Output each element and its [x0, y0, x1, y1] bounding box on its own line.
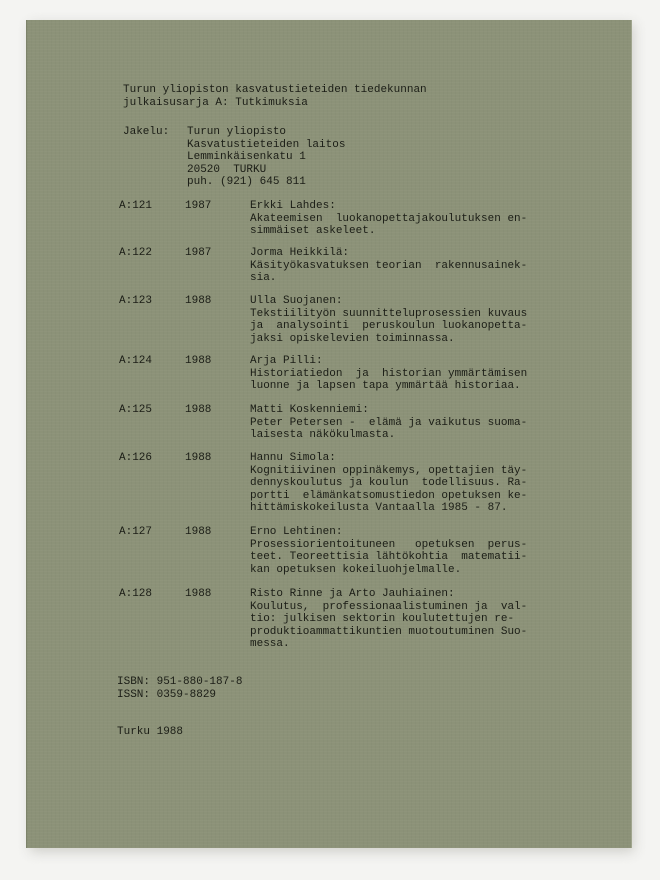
- publication-title-line: jaksi opiskelevien toiminnassa.: [250, 332, 455, 345]
- publication-text: [250, 526, 566, 576]
- publication-title-line: Historiatiedon ja historian ymmärtämisen: [250, 367, 528, 380]
- isbn-number: ISBN: 951-880-187-8: [117, 676, 243, 688]
- publication-title-line: simmäiset askeleet.: [250, 225, 376, 237]
- publication-title-line: Koulutus, professionaalistuminen ja val-: [250, 600, 528, 613]
- publication-year: 1987: [185, 247, 212, 259]
- address-line: Lemminkäisenkatu 1: [187, 151, 306, 163]
- series-header-line-1: Turun yliopiston kasvatustieteiden tiedekunnan: [123, 84, 427, 96]
- distribution-address: [187, 126, 447, 189]
- publication-title-line: laisesta näkökulmasta.: [250, 429, 396, 441]
- publication-title-line: produktioammattikuntien muotoutuminen Suo-: [250, 625, 528, 638]
- publication-year: 1988: [185, 526, 212, 538]
- publication-title-line: messa.: [250, 638, 290, 650]
- publication-title-line: Käsityökasvatuksen teorian rakennusainek-: [250, 259, 528, 272]
- address-line: 20520 TURKU: [187, 163, 267, 176]
- publication-title-line: Tekstiilityön suunnitteluprosessien kuvaus: [250, 307, 528, 320]
- distribution-label: Jakelu:: [123, 126, 170, 138]
- publication-id: A:127: [119, 526, 153, 538]
- identifiers-block: [117, 676, 242, 701]
- publication-title-line: sia.: [250, 272, 277, 284]
- publication-title-line: kan opetuksen kokeiluohjelmalle.: [250, 563, 462, 576]
- publication-id: A:124: [119, 355, 153, 367]
- publication-text: [250, 295, 566, 345]
- publication-title-line: Prosessiorientoituneen opetuksen perus-: [250, 538, 528, 551]
- publication-title-line: hittämiskokeilusta Vantaalla 1985 - 87.: [250, 502, 508, 514]
- series-header-line-2: julkaisusarja A: Tutkimuksia: [123, 96, 308, 109]
- publication-author: Hannu Simola:: [250, 452, 336, 464]
- back-cover: [26, 20, 632, 848]
- publication-author: Ulla Suojanen:: [250, 295, 343, 307]
- address-line: puh. (921) 645 811: [187, 176, 306, 188]
- publication-text: [250, 588, 566, 651]
- publication-title-line: tio: julkisen sektorin koulutettujen re-: [250, 613, 515, 625]
- publication-author: Risto Rinne ja Arto Jauhiainen:: [250, 588, 455, 600]
- publication-year: 1988: [185, 452, 212, 464]
- publication-title-line: Akateemisen luokanopettajakoulutuksen en-: [250, 212, 528, 225]
- publication-text: [250, 452, 566, 515]
- publication-id: A:121: [119, 200, 153, 212]
- publication-id: A:128: [119, 588, 153, 600]
- publication-id: A:123: [119, 295, 153, 307]
- publication-year: 1988: [185, 355, 212, 367]
- address-line: Kasvatustieteiden laitos: [187, 138, 346, 151]
- publication-author: Matti Koskenniemi:: [250, 404, 369, 416]
- publication-title-line: dennyskoulutus ja koulun todellisuus. Ra-: [250, 477, 528, 489]
- publication-year: 1988: [185, 588, 212, 600]
- address-line: Turun yliopisto: [187, 126, 287, 138]
- issn-number: ISSN: 0359-8829: [117, 688, 217, 701]
- publication-title-line: Kognitiivinen oppinäkemys, opettajien täy-: [250, 464, 528, 477]
- publication-author: Erno Lehtinen:: [250, 526, 343, 538]
- series-header: [123, 84, 427, 109]
- publication-title-line: ja analysointi peruskoulun luokanopetta-: [250, 320, 528, 332]
- publication-title-line: luonne ja lapsen tapa ymmärtää historiaa.: [250, 380, 521, 392]
- publication-author: Jorma Heikkilä:: [250, 247, 350, 259]
- publication-id: A:126: [119, 452, 153, 464]
- publication-author: Arja Pilli:: [250, 355, 323, 367]
- publication-title-line: portti elämänkatsomustiedon opetuksen ke-: [250, 489, 528, 502]
- publication-author: Erkki Lahdes:: [250, 200, 336, 212]
- publication-text: [250, 404, 566, 442]
- publication-year: 1988: [185, 404, 212, 416]
- publication-text: [250, 200, 566, 238]
- publication-id: A:122: [119, 247, 153, 259]
- publication-year: 1988: [185, 295, 212, 307]
- publication-year: 1987: [185, 200, 212, 212]
- publication-text: [250, 355, 566, 393]
- publication-id: A:125: [119, 404, 153, 416]
- imprint-place-year: Turku 1988: [117, 726, 184, 738]
- publication-title-line: teet. Teoreettisia lähtökohtia matematii-: [250, 551, 528, 563]
- publication-title-line: Peter Petersen - elämä ja vaikutus suoma-: [250, 416, 528, 429]
- publication-text: [250, 247, 566, 285]
